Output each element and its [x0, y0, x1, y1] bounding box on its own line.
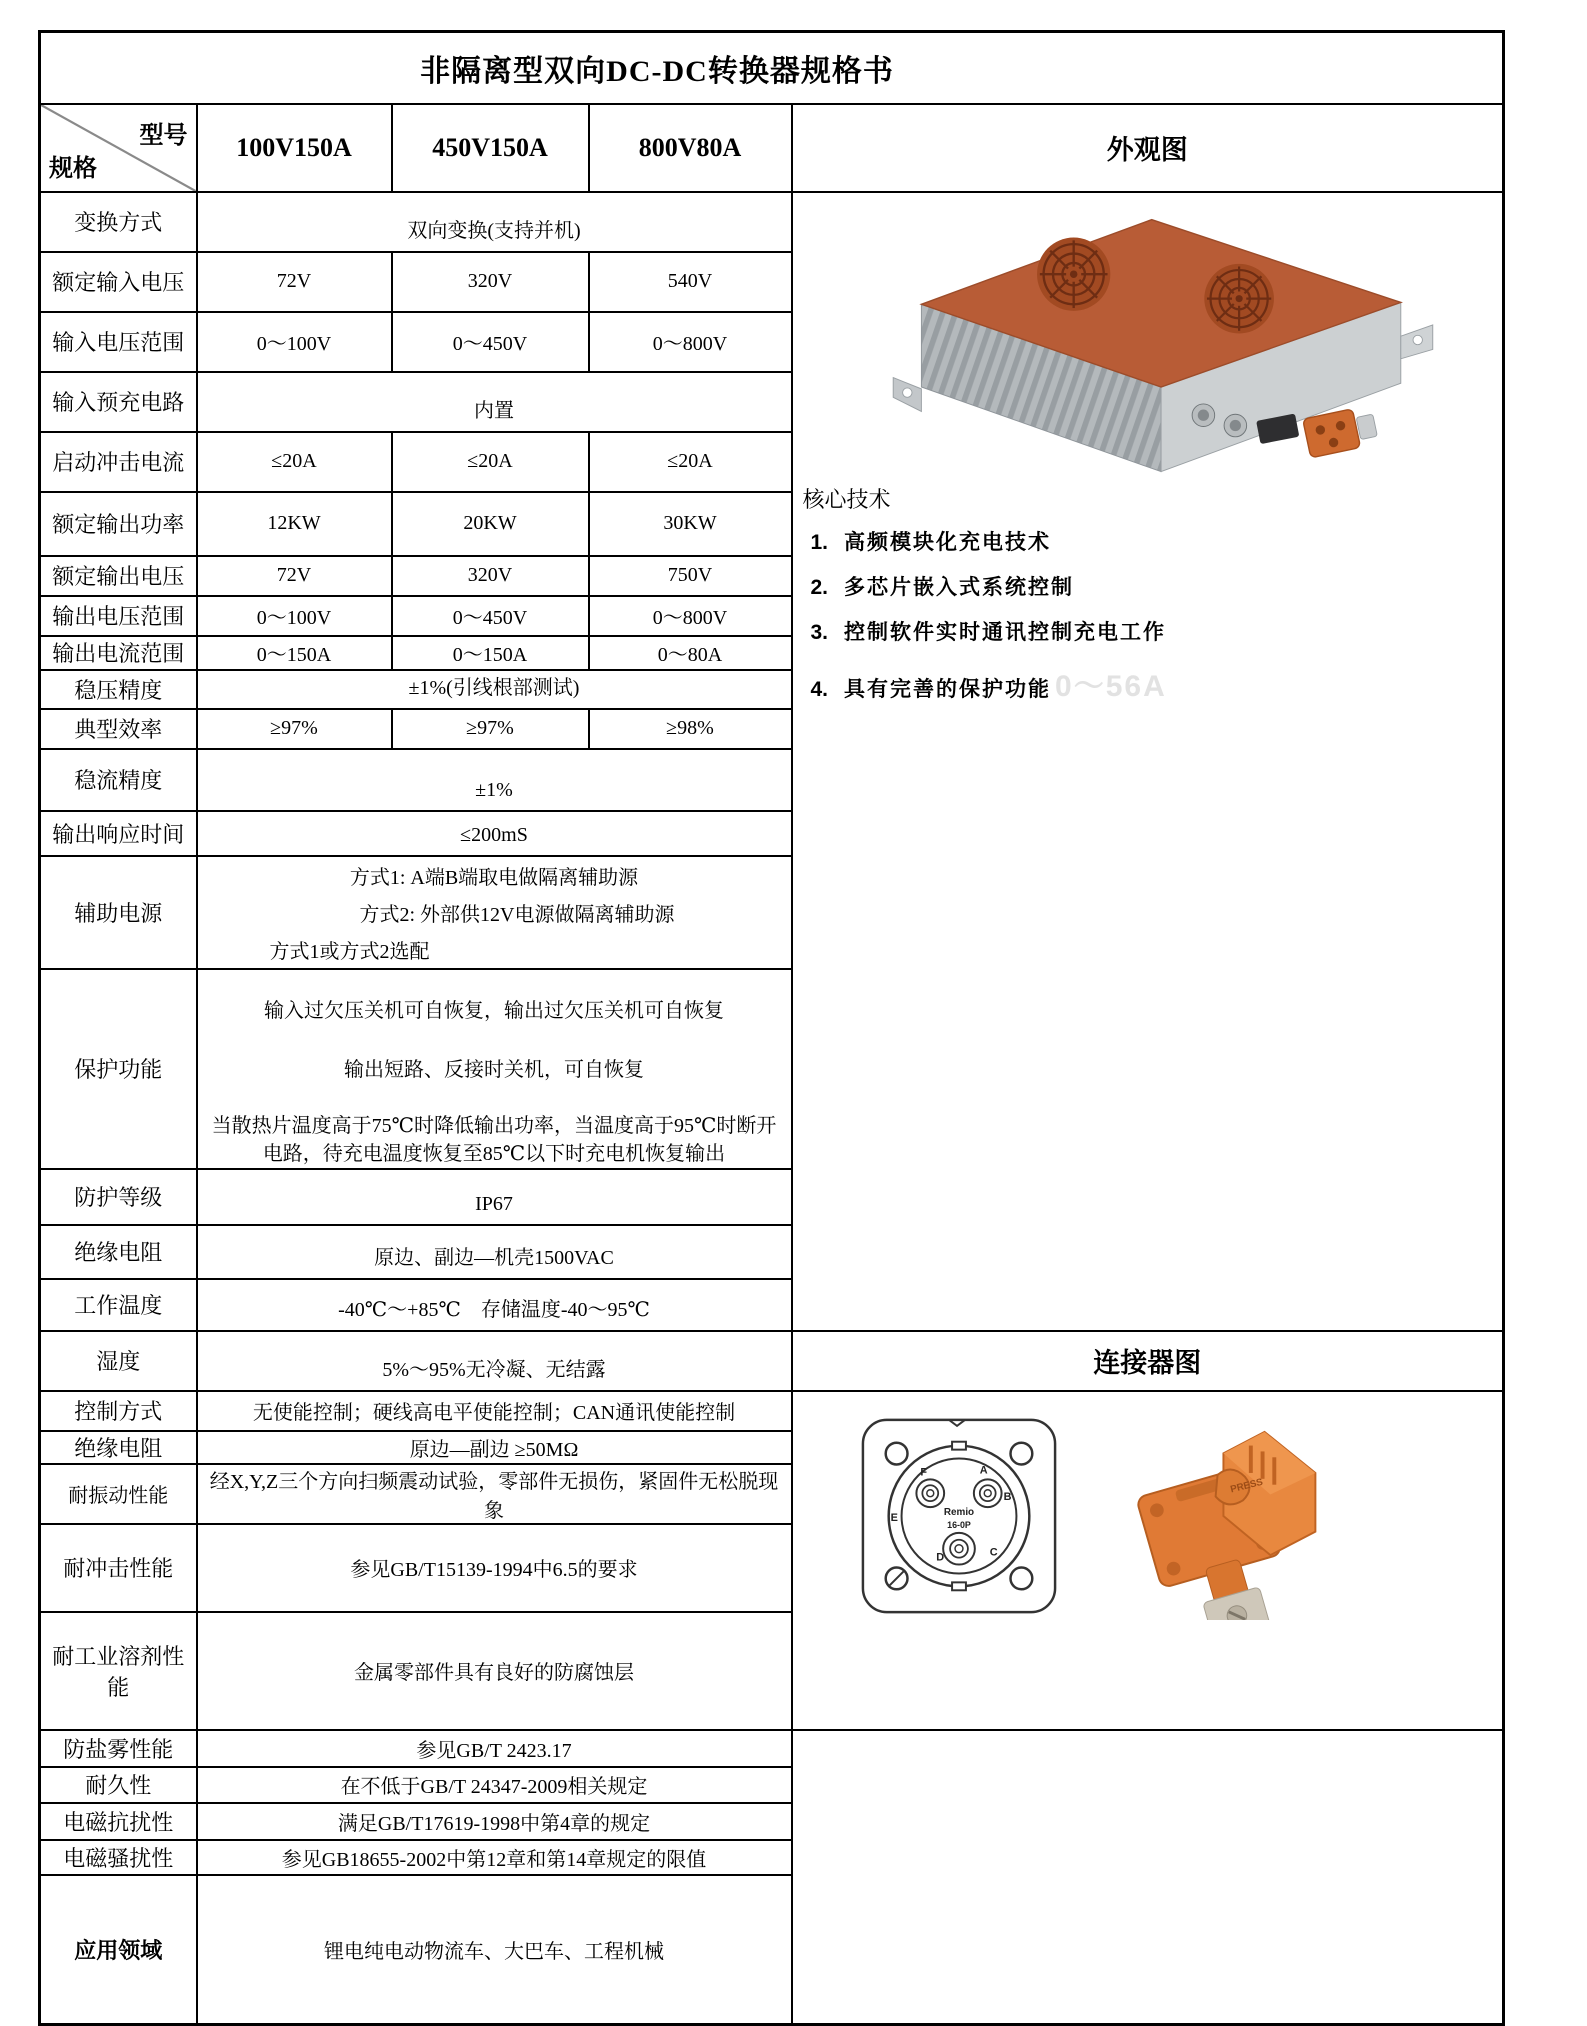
spec-label: 额定输入电压 [40, 252, 197, 312]
spec-label: 典型效率 [40, 709, 197, 749]
protection-line2: 输出短路、反接时关机，可自恢复 [344, 1058, 644, 1081]
spec-value: 参见GB18655-2002中第12章和第14章规定的限值 [197, 1840, 792, 1875]
spec-value: 满足GB/T17619-1998中第4章的规定 [197, 1803, 792, 1840]
aux-power-mode2: 方式2: 外部供12V电源做隔离辅助源 [359, 903, 675, 926]
spec-value: 30KW [589, 492, 792, 556]
spec-label: 变换方式 [40, 192, 197, 252]
spec-label: 耐振动性能 [40, 1464, 197, 1524]
protection-line1: 输入过欠压关机可自恢复，输出过欠压关机可自恢复 [264, 999, 724, 1022]
converter-product-image [822, 199, 1472, 481]
aux-power-cell [197, 856, 792, 969]
appearance-and-core-tech-cell [792, 192, 1504, 1331]
spec-value: ≥97% [392, 709, 589, 749]
spec-value: 5%～95%无冷凝、无结露 [197, 1331, 792, 1391]
spec-value: ≤20A [392, 432, 589, 492]
spec-label: 耐工业溶剂性能 [40, 1612, 197, 1730]
spec-value: ≤20A [589, 432, 792, 492]
spec-value: 经X,Y,Z三个方向扫频震动试验，零部件无损伤，紧固件无松脱现象 [197, 1464, 792, 1524]
spec-value: 0～100V [197, 596, 392, 636]
pin-label-f: F [919, 1465, 927, 1478]
core-tech-item: 3. 控制软件实时通讯控制充电工作 [810, 620, 1167, 644]
spec-value: ±1% [197, 749, 792, 811]
connector-brand-text: Remio [943, 1506, 974, 1518]
spec-value: 参见GB/T15139-1994中6.5的要求 [197, 1524, 792, 1612]
fan-icon [1037, 237, 1110, 310]
core-tech-item: 1. 高频模块化充电技术 [810, 530, 1052, 554]
spec-label: 输入电压范围 [40, 312, 197, 372]
pin-label-e: E [890, 1511, 898, 1524]
spec-table [38, 30, 1505, 2026]
pin-label-d: D [935, 1551, 944, 1564]
spec-label: 防护等级 [40, 1169, 197, 1225]
spec-value: 0～450V [392, 312, 589, 372]
spec-value: 参见GB/T 2423.17 [197, 1730, 792, 1767]
spec-label: 湿度 [40, 1331, 197, 1391]
aux-power-option: 方式1或方式2选配 [269, 940, 430, 963]
spec-value: 320V [392, 252, 589, 312]
table-row [40, 192, 1504, 252]
spec-label: 辅助电源 [40, 856, 197, 969]
spec-value: ≤200mS [197, 811, 792, 856]
spec-value: 无使能控制；硬线高电平使能控制；CAN通讯使能控制 [197, 1391, 792, 1431]
spec-value: 0～80A [589, 636, 792, 670]
watermark-text: 0～56A [1055, 669, 1167, 703]
appearance-heading: 外观图 [792, 104, 1504, 192]
doc-title: 非隔离型双向DC-DC转换器规格书 [40, 32, 1504, 104]
core-tech-section [793, 481, 1503, 705]
model-header-1: 100V150A [197, 104, 392, 192]
spec-label: 应用领域 [40, 1875, 197, 2025]
corner-spec-word: 规格 [49, 155, 97, 182]
spec-label: 工作温度 [40, 1279, 197, 1331]
spec-label: 绝缘电阻 [40, 1431, 197, 1464]
spec-label: 启动冲击电流 [40, 432, 197, 492]
model-header-3: 800V80A [589, 104, 792, 192]
spec-value: 0～150A [392, 636, 589, 670]
connector-plug-photo [1108, 1412, 1333, 1620]
spec-label: 输出电流范围 [40, 636, 197, 670]
spec-value: 锂电纯电动物流车、大巴车、工程机械 [197, 1875, 792, 2025]
spec-value: ≥98% [589, 709, 792, 749]
spec-label: 额定输出功率 [40, 492, 197, 556]
spec-label: 电磁抗扰性 [40, 1803, 197, 1840]
protection-line3: 当散热片温度高于75℃时降低输出功率，当温度高于95℃时断开电路，待充电温度恢复至85℃以下时充电机恢复输出 [211, 1114, 777, 1165]
spec-value: 双向变换(支持并机) [197, 192, 792, 252]
table-row [40, 1730, 1504, 1767]
spec-label: 输入预充电路 [40, 372, 197, 432]
table-row [40, 1331, 1504, 1391]
spec-value: 20KW [392, 492, 589, 556]
spec-value: 原边、副边—机壳1500VAC [197, 1225, 792, 1279]
aux-power-mode1: 方式1: A端B端取电做隔离辅助源 [349, 866, 639, 889]
spec-sheet [38, 30, 1505, 2026]
spec-value: ≥97% [197, 709, 392, 749]
spec-label: 保护功能 [40, 969, 197, 1169]
spec-label: 防盐雾性能 [40, 1730, 197, 1767]
spec-value: 0～800V [589, 312, 792, 372]
spec-value: 72V [197, 556, 392, 596]
pin-label-a: A [979, 1463, 988, 1476]
spec-value: 在不低于GB/T 24347-2009相关规定 [197, 1767, 792, 1803]
spec-value: 0～800V [589, 596, 792, 636]
connector-heading: 连接器图 [792, 1331, 1504, 1391]
protection-cell [197, 969, 792, 1169]
empty-right-cell [792, 1730, 1504, 2025]
spec-value: -40℃～+85℃ 存储温度-40～95℃ [197, 1279, 792, 1331]
spec-value: 金属零部件具有良好的防腐蚀层 [197, 1612, 792, 1730]
press-label: PRESS [1228, 1476, 1264, 1495]
spec-label: 稳压精度 [40, 670, 197, 709]
corner-model-word: 型号 [139, 122, 188, 149]
spec-value: 0～100V [197, 312, 392, 372]
core-tech-item: 4. 具有完善的保护功能 0～56A [810, 669, 1167, 703]
spec-label: 稳流精度 [40, 749, 197, 811]
spec-value: 0～150A [197, 636, 392, 670]
table-row [40, 1391, 1504, 1431]
core-tech-heading: 核心技术 [802, 486, 891, 512]
spec-label: 绝缘电阻 [40, 1225, 197, 1279]
pin-label-c: C [989, 1546, 998, 1559]
spec-value: 12KW [197, 492, 392, 556]
corner-header-cell [40, 104, 197, 192]
spec-label: 输出响应时间 [40, 811, 197, 856]
spec-label: 输出电压范围 [40, 596, 197, 636]
pin-label-b: B [1003, 1490, 1011, 1503]
core-tech-item: 2. 多芯片嵌入式系统控制 [810, 575, 1075, 599]
spec-value: ±1%(引线根部测试) [197, 670, 792, 709]
spec-label: 控制方式 [40, 1391, 197, 1431]
spec-value: ≤20A [197, 432, 392, 492]
spec-value: 内置 [197, 372, 792, 432]
model-header-2: 450V150A [392, 104, 589, 192]
connector-drawing [855, 1412, 1063, 1620]
spec-label: 耐冲击性能 [40, 1524, 197, 1612]
spec-label: 耐久性 [40, 1767, 197, 1803]
spec-label: 电磁骚扰性 [40, 1840, 197, 1875]
spec-value: IP67 [197, 1169, 792, 1225]
connector-images-cell [792, 1391, 1504, 1730]
spec-value: 320V [392, 556, 589, 596]
spec-value: 72V [197, 252, 392, 312]
fan-icon [1205, 263, 1275, 333]
spec-value: 540V [589, 252, 792, 312]
spec-value: 750V [589, 556, 792, 596]
spec-label: 额定输出电压 [40, 556, 197, 596]
connector-model-text: 16-0P [946, 1519, 971, 1530]
spec-value: 原边—副边 ≥50MΩ [197, 1431, 792, 1464]
spec-value: 0～450V [392, 596, 589, 636]
